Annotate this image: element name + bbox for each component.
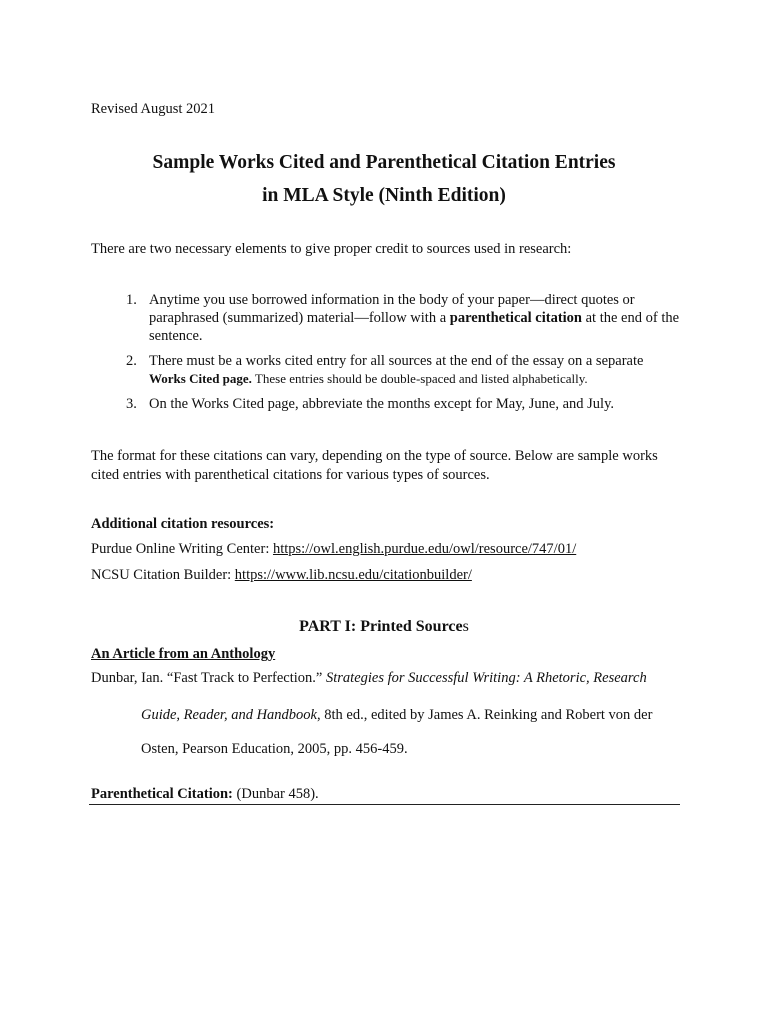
requirements-list	[91, 291, 681, 420]
citation-line-3	[141, 741, 408, 758]
citation-book-title-cont: Guide, Reader, and Handbook	[141, 707, 317, 723]
resource-label: Purdue Online Writing Center:	[91, 541, 273, 557]
resource-label: NCSU Citation Builder:	[91, 567, 235, 583]
document-title-line-2: in MLA Style (Ninth Edition)	[262, 185, 506, 206]
list-number: 3.	[126, 396, 137, 412]
part-heading-main: PART I: Printed Source	[299, 618, 463, 635]
divider-line	[89, 804, 680, 805]
intro-paragraph: There are two necessary elements to give proper credit to sources used in research:	[91, 241, 572, 257]
citation-line-2	[141, 707, 652, 724]
list-text-bold: parenthetical citation	[449, 310, 582, 326]
list-item	[91, 352, 681, 388]
list-text: On the Works Cited page, abbreviate the months except for May, June, and July.	[149, 396, 614, 412]
resource-purdue	[91, 541, 576, 558]
resources-heading: Additional citation resources:	[91, 516, 275, 532]
citation-line-1	[91, 670, 647, 687]
parenthetical-citation	[91, 786, 319, 803]
parenthetical-value: (Dunbar 458).	[232, 786, 319, 802]
citation-publisher: Osten, Pearson Education, 2005, pp. 456-459.	[141, 741, 408, 757]
part-heading	[0, 618, 768, 636]
part-heading-tail: s	[462, 618, 469, 635]
document-title-line-1: Sample Works Cited and Parenthetical Citation Entries	[152, 152, 616, 173]
citation-book-title: Strategies for Successful Writing: A Rhetoric, Research	[326, 670, 647, 686]
purdue-link[interactable]: https://owl.english.purdue.edu/owl/resource/747/01/	[272, 541, 577, 557]
citation-author-title: Dunbar, Ian. “Fast Track to Perfection.”	[91, 670, 326, 686]
list-text: Anytime you use borrowed information in the body of your paper—direct quotes or paraphrased (summarized) material—follow with a	[149, 292, 635, 326]
list-text: These entries should be double-spaced and listed alphabetically.	[251, 371, 588, 386]
parenthetical-label: Parenthetical Citation:	[91, 786, 233, 802]
ncsu-link[interactable]: https://www.lib.ncsu.edu/citationbuilder/	[234, 567, 472, 583]
revised-date: Revised August 2021	[91, 101, 216, 117]
list-number: 1.	[126, 292, 137, 308]
citation-edition-editors: , 8th ed., edited by James A. Reinking and Robert von der	[316, 707, 653, 723]
list-text: There must be a works cited entry for all sources at the end of the essay on a separate	[149, 353, 644, 369]
list-text-bold: Works Cited page.	[149, 371, 252, 386]
format-paragraph: The format for these citations can vary, depending on the type of source. Below are sample works cited entries with parenthetical citations for various types of sources.	[91, 448, 658, 483]
resource-ncsu	[91, 567, 472, 584]
list-item	[91, 291, 681, 345]
section-heading: An Article from an Anthology	[91, 646, 276, 662]
list-text: at the end of the sentence.	[149, 310, 680, 344]
list-number: 2.	[126, 353, 137, 369]
list-item	[91, 395, 681, 413]
